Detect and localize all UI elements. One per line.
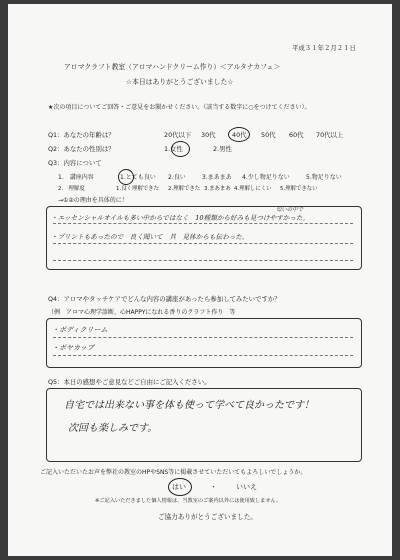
q2-selected-circle [171,141,190,157]
survey-sheet [8,4,392,556]
q4-answer-rule-1 [53,337,353,338]
q4-label: Q4：アロマやタッチケアでどんな内容の講座があったら参加してみたいですか？ [48,295,281,303]
footer-thanks: ご協力ありがとうございました。 [158,513,257,521]
q3-answer-note: 匂いの中で [276,207,303,213]
q1-option-20s[interactable]: 20代以下 [164,131,192,139]
survey-date: 平成３１年２月２１日 [292,44,356,52]
q5-answer-line-2[interactable]: 次回も楽しみです。 [68,423,158,434]
q3-answer-line-2[interactable]: ・プリントもあったので 良く聞いて 具 見体からも伝わった。 [51,233,249,241]
q3-row2-option-4[interactable]: 4.理解しにくい [234,186,272,192]
q3-row1-option-2[interactable]: 2.良い [168,174,186,181]
q5-answer-line-1[interactable]: 自宅では出来ない事を体も使って学べて良かったです！ [64,400,314,411]
q1-option-70s[interactable]: 70代以上 [316,131,344,139]
thanks-heading: ☆本日はありがとうございました☆ [126,78,234,86]
q3-row2-option-1[interactable]: 1.良く理解できた [116,186,159,192]
q3-answer-rule-3 [53,260,353,261]
q3-row1-option-1[interactable]: 1.とても良い [120,174,156,181]
q4-answer-1[interactable]: ・ボディクリーム [52,326,108,334]
q1-option-60s[interactable]: 60代 [289,131,304,139]
survey-intro: ★次の項目についてご回答・ご意見をお聞かせください。（該当する数字に○をつけてください）。 [48,104,311,111]
q1-option-30s[interactable]: 30代 [201,131,216,139]
q2-option-male[interactable]: 2.男性 [213,145,232,153]
q3-row2-option-3[interactable]: 3.まあまあ [204,186,231,192]
q3-answer-rule-2 [53,243,353,244]
q3-row1-option-5[interactable]: 5.物足りない [306,174,342,181]
q2-label: Q2：あなたの性別は？ [48,145,115,153]
q1-option-40s[interactable]: 40代 [232,131,247,139]
q1-option-50s[interactable]: 50代 [261,131,276,139]
privacy-note: ※ご記入いただきました個人情報は、当教室のご案内以外には使用致しません。 [95,498,282,504]
q1-selected-circle [228,127,250,142]
q3-row1-label: 1. 講座内容 [58,174,94,181]
q3-row2-label: 2. 理解度 [58,186,85,192]
consent-no[interactable]: いいえ [236,483,257,491]
consent-selected-circle [168,478,192,496]
survey-title: アロマクラフト教室（アロマハンドクリーム作り）＜アルタナカフェ＞ [64,63,281,71]
q3-label: Q3：内容について [48,159,102,167]
q2-option-female[interactable]: 1.女性 [164,145,183,153]
q3-answer-rule-1 [53,223,353,224]
consent-separator: ・ [210,483,217,491]
consent-question: ご記入いただいたお声を弊社の教室のHPやSNS等に掲載させていただいてもよろしいでしょうか。 [40,469,307,476]
q3-row2-option-2[interactable]: 2.理解できた [168,186,201,192]
q4-answer-rule-2 [53,355,353,356]
q4-example: （例 アロマ心理学診断、心HAPPYになれる香りのクラフト作り 等 [48,309,236,316]
q5-label: Q5：本日の感想やご意見などご自由にご記入ください。 [48,378,211,386]
q3-row1-option-4[interactable]: 4.少し物足りない [242,174,290,181]
q3-row1-option-3[interactable]: 3.まあまあ [202,174,232,181]
q3-answer-line-1[interactable]: ・エッセンシャルオイルも多い中からではなく 10種類から好みも見つけやすかった。 [51,214,310,222]
consent-yes[interactable]: はい [172,483,186,491]
q3-reason-label: →①②の理由を具体的に！ [58,197,128,204]
q3-row1-selected-circle [118,169,134,185]
q4-answer-2[interactable]: ・ボヤカップ [52,344,94,352]
q1-label: Q1：あなたの年齢は？ [48,131,115,139]
q3-row2-option-5[interactable]: 5.理解できない [280,186,318,192]
